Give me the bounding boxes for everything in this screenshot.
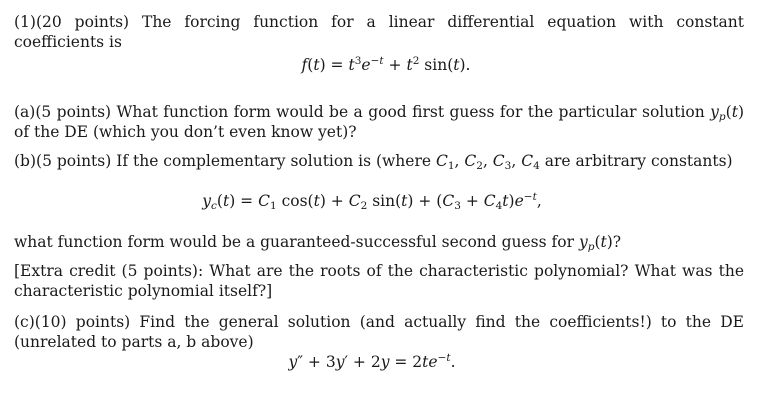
forcing-function-equation: $f(t) = t^3e^{-t} + t^2$ sin(t). (301, 55, 471, 74)
part-c-question: (c)(10) points) Find the general solution (and actually find the coefficients!) to the DE (unrelated to parts a, b above) (14, 313, 744, 351)
part-a-question: (a)(5 points) What function form would be a good first guess for the particular solution $y_p(t)$ of the DE (which you don’t even know yet)? (14, 103, 744, 141)
de-equation: $y'' + 3y' + 2y = 2te^{-t}$. (288, 352, 456, 371)
problem-intro-text: (1)(20 points) The forcing function for a linear differential equation with constant coefficients is (14, 13, 744, 51)
complementary-solution-equation: $y_c(t) = C_1$ $\cos(t) + C_2$ $\sin(t) + (C_3 + C_4t)e^{-t}$, (202, 191, 542, 212)
problem-intro (14, 12, 744, 52)
part-b-followup: what function form would be a guaranteed-successful second guess for $y_p(t)$? (14, 233, 622, 253)
part-b-question: (b)(5 points) If the complementary solution is (where $C_1$, $C_2$, $C_3$, $C_4$ are arbitrary constants) (14, 152, 733, 172)
extra-credit-question: [Extra credit (5 points): What are the roots of the characteristic polynomial? What was the characteristic polynomial itself?] (14, 262, 744, 300)
